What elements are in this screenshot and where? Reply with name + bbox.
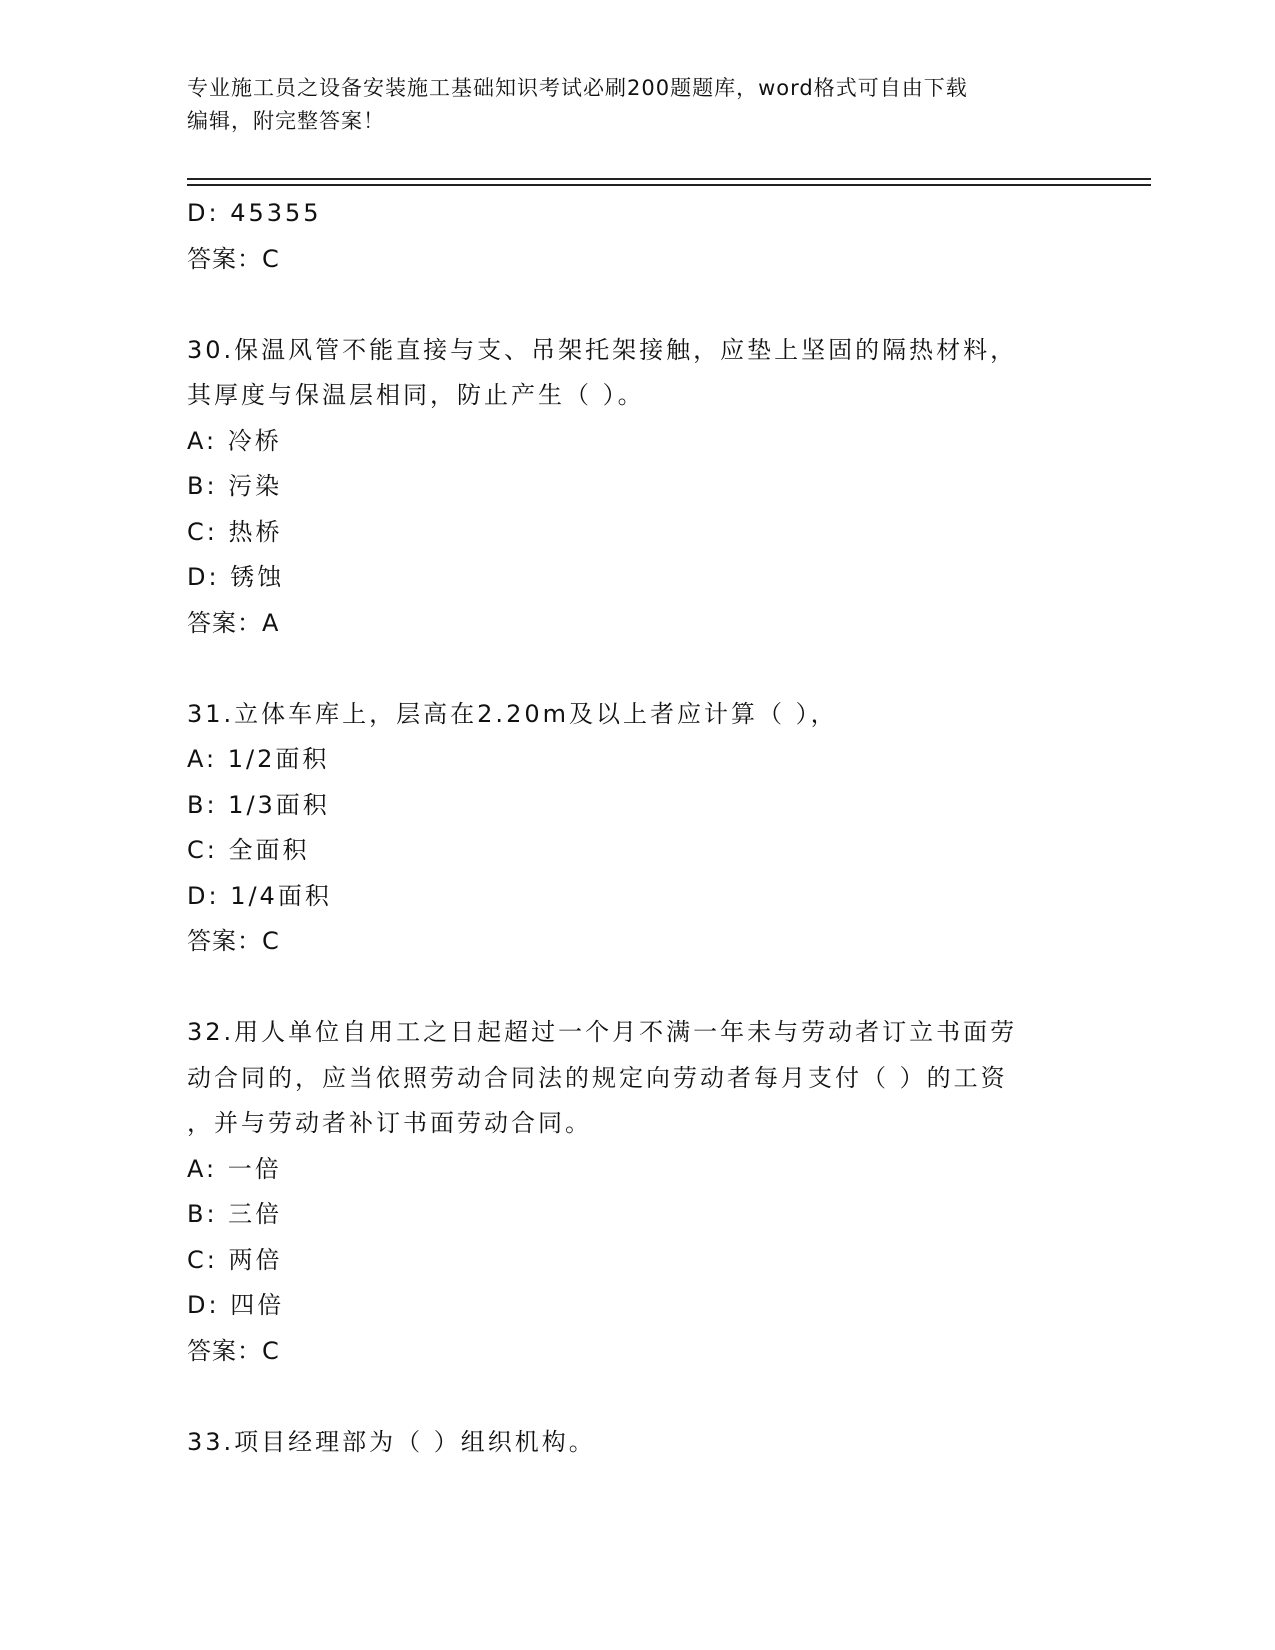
question-stem: 32.用人单位自用工之日起超过一个月不满一年未与劳动者订立书面劳 <box>187 1018 1018 1046</box>
option-b: B: 污染 <box>187 472 283 500</box>
header-divider-top <box>187 178 1151 180</box>
question-stem: 30.保温风管不能直接与支、吊架托架接触，应垫上坚固的隔热材料， <box>187 335 1018 364</box>
answer-line: 答案：C <box>187 1336 280 1365</box>
answer-line: 答案：C <box>187 927 280 955</box>
document-header <box>187 72 1087 138</box>
answer-line: 答案：C <box>187 244 280 273</box>
spacer <box>187 965 1107 1011</box>
header-divider-bottom <box>187 184 1151 186</box>
question-31 <box>187 692 1107 965</box>
option-c: C: 全面积 <box>187 836 310 864</box>
question-stem: 31.立体车库上，层高在2.20m及以上者应计算（ ）， <box>187 699 838 728</box>
option-d: D: 1/4面积 <box>187 881 332 910</box>
header-line-1: 专业施工员之设备安装施工基础知识考试必刷200题题库，word格式可自由下载 <box>187 76 968 100</box>
question-33 <box>187 1420 1107 1466</box>
option-a: A: 1/2面积 <box>187 745 330 773</box>
question-30 <box>187 328 1107 647</box>
question-stem: 动合同的，应当依照劳动合同法的规定向劳动者每月支付（ ）的工资 <box>187 1063 1008 1092</box>
answer-line: 答案：A <box>187 608 280 637</box>
question-32 <box>187 1010 1107 1374</box>
question-stem: ，并与劳动者补订书面劳动合同。 <box>187 1109 592 1137</box>
option-b: B: 三倍 <box>187 1200 283 1228</box>
question-stem: 其厚度与保温层相同，防止产生（ ）。 <box>187 381 645 409</box>
option-d: D: 锈蚀 <box>187 563 285 591</box>
option-a: A: 一倍 <box>187 1154 282 1183</box>
option-b: B: 1/3面积 <box>187 790 330 819</box>
spacer <box>187 646 1107 692</box>
question-stem: 33.项目经理部为（ ）组织机构。 <box>187 1427 596 1456</box>
option-c: C: 热桥 <box>187 517 283 546</box>
spacer <box>187 1374 1107 1420</box>
previous-question-tail <box>187 191 1107 282</box>
option-d: D: 四倍 <box>187 1291 285 1319</box>
option-c: C: 两倍 <box>187 1245 283 1274</box>
spacer <box>187 282 1107 328</box>
option-d: D: 45355 <box>187 199 322 227</box>
header-line-2: 编辑，附完整答案！ <box>187 109 385 133</box>
question-list <box>187 191 1107 1465</box>
option-a: A: 冷桥 <box>187 426 282 455</box>
